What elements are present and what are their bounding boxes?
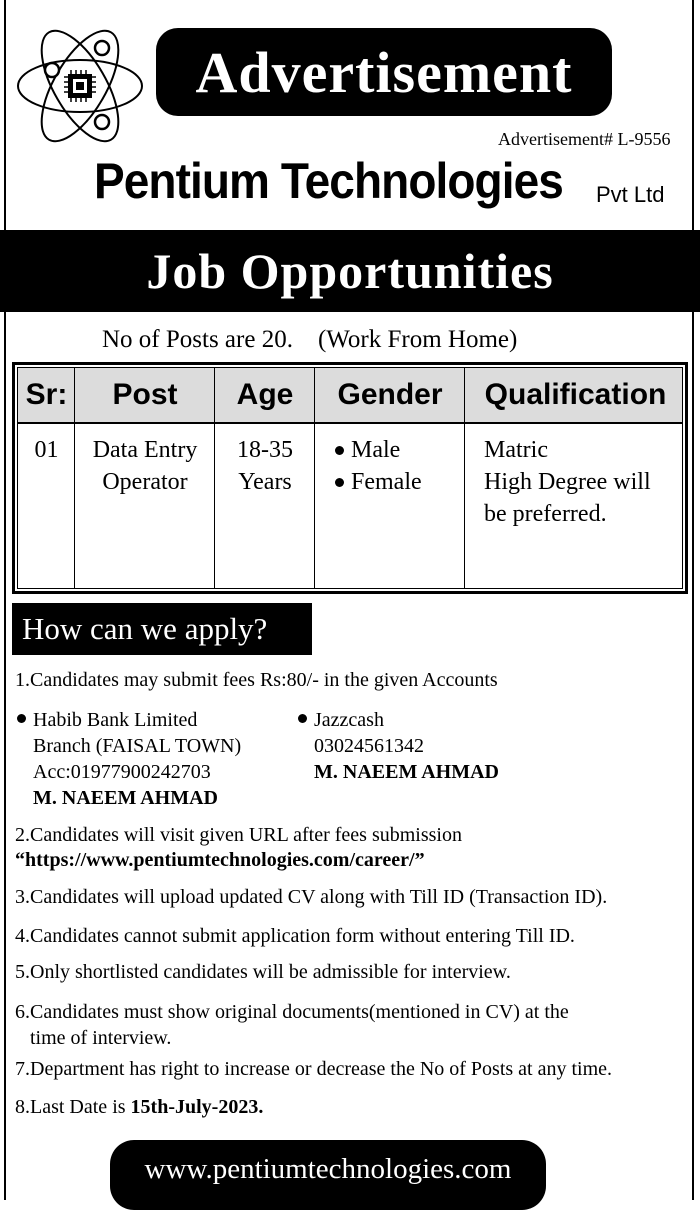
header-age: Age — [236, 378, 294, 411]
step-4: 4.Candidates cannot submit application form without entering Till ID. — [15, 925, 575, 947]
bullet-dot-icon — [17, 714, 26, 723]
step-7: 7.Department has right to increase or decrease the No of Posts at any time. — [15, 1058, 613, 1080]
advertisement-title: Advertisement — [156, 28, 612, 116]
step-6-continued: time of interview. — [30, 1027, 172, 1049]
bank-account-holder: M. NAEEM AHMAD — [33, 787, 218, 809]
cell-age — [215, 434, 315, 498]
cell-qualification — [484, 434, 689, 530]
company-suffix: Pvt Ltd — [596, 182, 665, 207]
step-6: 6.Candidates must show original documents(mentioned in CV) at the — [15, 1001, 569, 1023]
wallet-name: Jazzcash — [314, 709, 384, 731]
gender-item — [335, 434, 465, 466]
posts-info — [102, 326, 517, 354]
advertisement-number: Advertisement# L-9556 — [498, 129, 671, 149]
job-opportunities-banner — [0, 230, 700, 312]
apply-heading-text: How can we apply? — [22, 611, 268, 646]
age-line-1: 18-35 — [237, 437, 293, 463]
bullet-dot-icon — [335, 478, 344, 487]
bank-branch: Branch (FAISAL TOWN) — [33, 735, 242, 757]
gender-item — [335, 466, 465, 498]
bank-name: Habib Bank Limited — [33, 709, 198, 731]
step-8-label: 8.Last Date is — [15, 1096, 126, 1118]
last-date: 15th-July-2023. — [130, 1096, 264, 1118]
post-line-1: Data Entry — [92, 437, 198, 463]
wallet-number: 03024561342 — [314, 735, 424, 757]
company-name: Pentium Technologies — [94, 153, 563, 209]
wallet-account-holder: M. NAEEM AHMAD — [314, 761, 499, 783]
step-5: 5.Only shortlisted candidates will be admissible for interview. — [15, 961, 511, 983]
post-line-2: Operator — [102, 469, 188, 495]
step-3: 3.Candidates will upload updated CV along with Till ID (Transaction ID). — [15, 886, 608, 908]
bullet-dot-icon — [298, 714, 307, 723]
header-gender: Gender — [337, 378, 443, 411]
qualification-line-2: High Degree will — [484, 469, 651, 495]
cell-gender — [335, 434, 465, 498]
qualification-line-3: be preferred. — [484, 501, 607, 527]
header-post: Post — [112, 378, 178, 411]
step-2: 2.Candidates will visit given URL after fees submission — [15, 824, 462, 846]
jobs-table — [12, 362, 688, 594]
gender-female: Female — [351, 469, 422, 495]
banner-title: Job Opportunities — [146, 243, 554, 299]
jazzcash-account-block — [314, 707, 499, 785]
cell-post — [75, 434, 215, 498]
cell-sr: 01 — [34, 437, 59, 463]
posts-count: No of Posts are 20. — [102, 326, 293, 353]
atom-chip-logo-icon — [14, 12, 146, 154]
bank-account-block — [33, 707, 241, 811]
step-1: 1.Candidates may submit fees Rs:80/- in the given Accounts — [15, 669, 498, 691]
apply-heading — [12, 603, 312, 655]
career-url: “https://www.pentiumtechnologies.com/career/” — [15, 849, 425, 871]
work-mode: (Work From Home) — [317, 326, 518, 353]
gender-male: Male — [351, 437, 401, 463]
qualification-line-1: Matric — [484, 437, 548, 463]
bank-account-number: Acc:01977900242703 — [33, 761, 211, 783]
header-qualification: Qualification — [484, 378, 667, 411]
bullet-dot-icon — [335, 446, 344, 455]
step-8 — [15, 1096, 263, 1119]
header-sr: Sr: — [25, 378, 68, 411]
website-link[interactable]: www.pentiumtechnologies.com — [144, 1153, 512, 1185]
age-line-2: Years — [238, 469, 292, 495]
